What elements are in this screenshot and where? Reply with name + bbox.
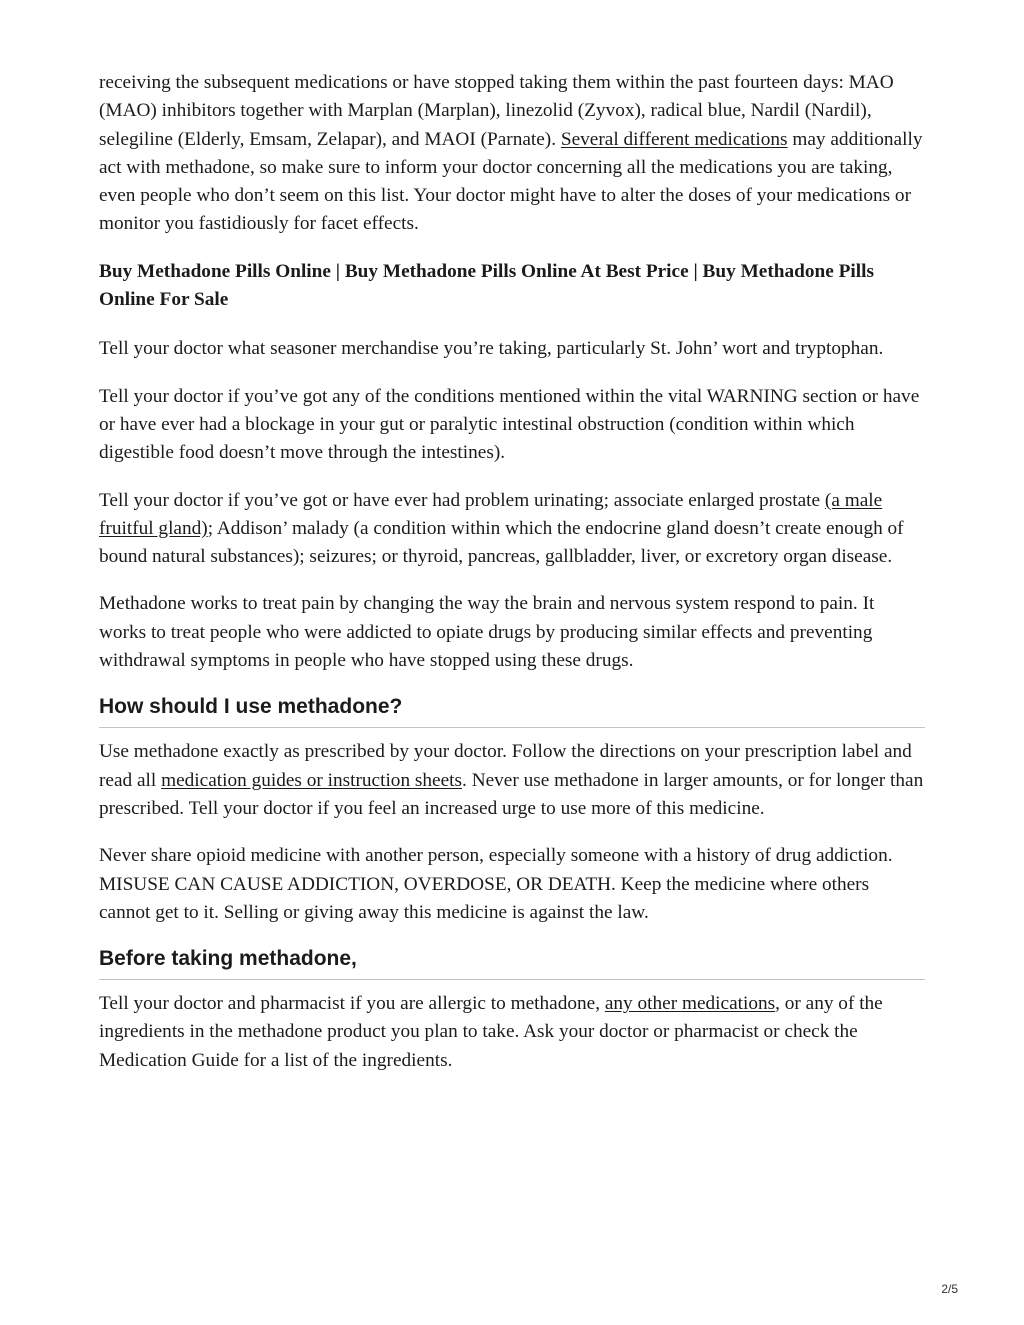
paragraph-how-methadone-works: Methadone works to treat pain by changing the way the brain and nervous system respond to pain. It works to treat people who were addicted to opiate drugs by producing similar effects and preventing withdrawal symptoms in people who have stopped using these drugs. (99, 593, 875, 672)
paragraph-text: Use methadone exactly as prescribed by your doctor. Follow the directions on your prescription label and read all (99, 741, 912, 791)
bold-heading-buy-methadone: Buy Methadone Pills Online | Buy Methadone Pills Online At Best Price | Buy Methadone Pills Online For Sale (99, 260, 874, 311)
section-heading-before-taking: Before taking methadone, (99, 946, 925, 980)
page-number: 2/5 (941, 1282, 958, 1296)
paragraph-text: Tell your doctor and pharmacist if you are allergic to methadone, (99, 993, 605, 1015)
paragraph-text: Tell your doctor if you’ve got or have ever had problem urinating; associate enlarged prostate (99, 489, 825, 511)
paragraph-allergies (99, 990, 925, 1075)
link-medication-guides[interactable]: medication guides or instruction sheets (161, 769, 463, 791)
link-several-different-medications[interactable]: Several different medications (560, 128, 788, 150)
section-heading-how-to-use: How should I use methadone? (99, 694, 925, 728)
paragraph-herbal-products: Tell your doctor what seasoner merchandise you’re taking, particularly St. John’ wort and tryptophan. (99, 338, 884, 360)
paragraph-mao-inhibitors (99, 69, 925, 239)
paragraph-use-as-prescribed (99, 738, 925, 823)
document-body (99, 69, 925, 1094)
paragraph-warning-conditions: Tell your doctor if you’ve got any of the conditions mentioned within the vital WARNING section or have or have ever had a blockage in your gut or paralytic intestinal obstruction (condition within which digestible food doesn’t move through the intestines). (99, 385, 920, 464)
link-any-other-medications[interactable]: any other medications (604, 993, 776, 1015)
paragraph-never-share: Never share opioid medicine with another person, especially someone with a history of drug addiction. MISUSE CAN CAUSE ADDICTION, OVERDOSE, OR DEATH. Keep the medicine where others cannot get to it. Selling or giving away this medicine is against the law. (99, 845, 893, 923)
paragraph-urinating-problems (99, 487, 925, 572)
paragraph-text: may additionally act with methadone, so make sure to inform your doctor concerning all the medications you are taking, even people who don’t seem on this list. Your doctor might have to alter the doses of your medications or monitor you fastidiously for facet effects. (99, 128, 923, 235)
paragraph-text: ; Addison’ malady (a condition within which the endocrine gland doesn’t create enough of bound natural substances); seizures; or thyroid, pancreas, gallbladder, liver, or excretory organ disease. (99, 517, 904, 568)
link-male-fruitful-gland[interactable]: (a male fruitful gland) (99, 489, 883, 539)
paragraph-text: , or any of the ingredients in the methadone product you plan to take. Ask your doctor or pharmacist or check the Medication Guide for a list of the ingredients. (99, 993, 883, 1071)
paragraph-text: receiving the subsequent medications or have stopped taking them within the past fourteen days: MAO (MAO) inhibitors together with Marplan (Marplan), linezolid (Zyvox), radical blue, Nardil (Nardil), selegiline (Elderly, Emsam, Zelapar), and MAOI (Parnate). (99, 72, 894, 150)
paragraph-text: . Never use methadone in larger amounts, or for longer than prescribed. Tell your doctor if you feel an increased urge to use more of this medicine. (99, 769, 924, 819)
